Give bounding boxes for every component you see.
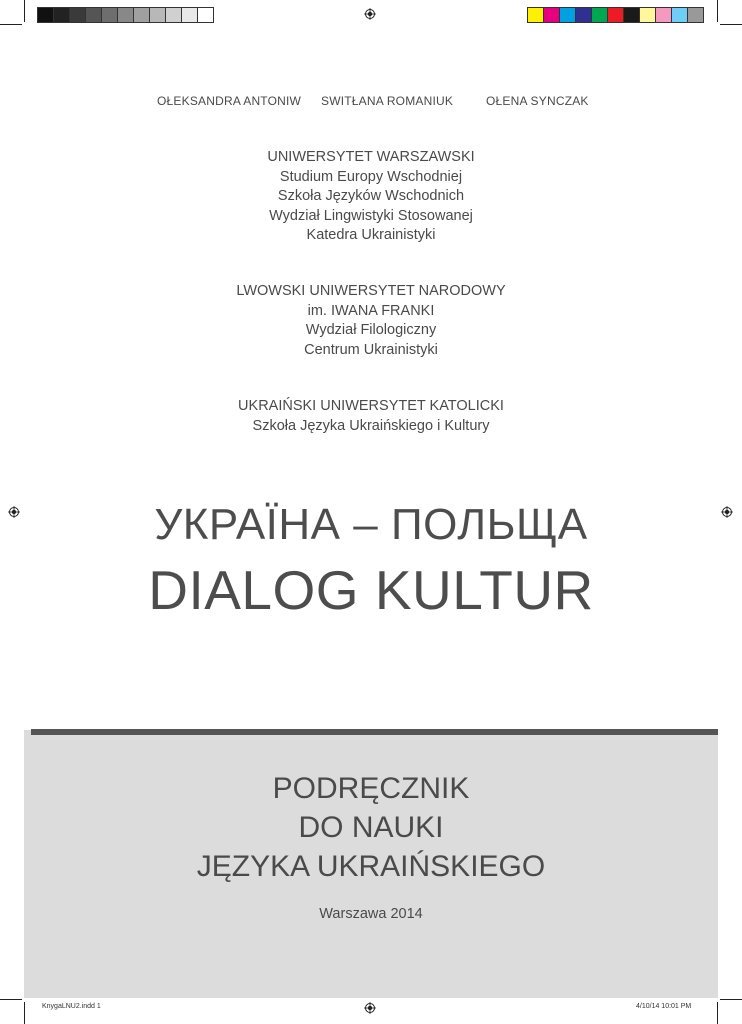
color-swatch bbox=[166, 8, 182, 22]
color-swatch bbox=[150, 8, 166, 22]
color-swatch bbox=[576, 8, 592, 22]
color-swatch bbox=[38, 8, 54, 22]
registration-mark-top bbox=[364, 8, 376, 20]
color-swatch bbox=[592, 8, 608, 22]
institution-line: Szkoła Języków Wschodnich bbox=[277, 188, 465, 204]
subtitle-line: JĘZYKA UKRAIŃSKIEGO bbox=[196, 850, 546, 883]
color-swatch bbox=[528, 8, 544, 22]
color-swatch bbox=[544, 8, 560, 22]
institution-line: LWOWSKI UNIWERSYTET NARODOWY bbox=[236, 283, 506, 299]
color-calibration-bar bbox=[527, 7, 704, 23]
color-swatch bbox=[624, 8, 640, 22]
color-swatch bbox=[70, 8, 86, 22]
institution-block bbox=[0, 282, 742, 360]
color-swatch bbox=[118, 8, 134, 22]
crop-mark-top-right-v bbox=[717, 0, 718, 22]
author-name: OŁENA SYNCZAK bbox=[486, 94, 589, 108]
grayscale-bar bbox=[37, 7, 214, 23]
color-swatch bbox=[656, 8, 672, 22]
author-name: OŁEKSANDRA ANTONIW bbox=[157, 94, 302, 108]
book-subtitle bbox=[0, 769, 742, 886]
slug-file-name: KnygaLNU2.indd 1 bbox=[42, 1003, 101, 1010]
institution-line: im. IWANA FRANKI bbox=[307, 302, 435, 319]
institution-line: Studium Europy Wschodniej bbox=[279, 168, 463, 185]
slug-date: 4/10/14 10:01 PM bbox=[636, 1003, 692, 1010]
crop-mark-top-right-h bbox=[720, 24, 742, 25]
crop-mark-bottom-left-v bbox=[24, 1002, 25, 1024]
color-swatch bbox=[86, 8, 102, 22]
institution-line: Szkoła Języka Ukraińskiego i Kultury bbox=[252, 417, 490, 434]
institution-line: Centrum Ukrainistyki bbox=[304, 341, 438, 358]
registration-mark-bottom bbox=[364, 1002, 376, 1014]
crop-mark-top-left-h bbox=[0, 24, 22, 25]
subtitle-line: DO NAUKI bbox=[298, 811, 444, 844]
crop-mark-bottom-right-v bbox=[717, 1002, 718, 1024]
color-swatch bbox=[54, 8, 70, 22]
crop-mark-top-left-v bbox=[24, 0, 25, 22]
crop-mark-bottom-left-h bbox=[0, 999, 22, 1000]
author-name: SWITŁANA ROMANIUK bbox=[321, 94, 454, 108]
color-swatch bbox=[608, 8, 624, 22]
institution-line: UKRAIŃSKI UNIWERSYTET KATOLICKI bbox=[238, 398, 504, 414]
book-title-line-2: DIALOG KULTUR bbox=[148, 559, 594, 621]
place-and-year: Warszawa 2014 bbox=[319, 906, 423, 922]
institution-line: Katedra Ukrainistyki bbox=[306, 227, 436, 243]
institution-line: UNIWERSYTET WARSZAWSKI bbox=[267, 149, 475, 165]
institution-block bbox=[0, 148, 742, 246]
book-title-line-1: УКРАЇНА – ПОЛЬЩА bbox=[154, 500, 588, 549]
color-swatch bbox=[182, 8, 198, 22]
institution-line: Wydział Filologiczny bbox=[305, 322, 437, 338]
crop-mark-bottom-right-h bbox=[720, 999, 742, 1000]
color-swatch bbox=[640, 8, 656, 22]
color-swatch bbox=[134, 8, 150, 22]
institution-block bbox=[0, 397, 742, 436]
subtitle-line: PODRĘCZNIK bbox=[272, 772, 470, 805]
institution-line: Wydział Lingwistyki Stosowanej bbox=[269, 207, 473, 224]
panel-top-rule bbox=[31, 729, 718, 735]
color-swatch bbox=[688, 8, 703, 22]
color-swatch bbox=[560, 8, 576, 22]
color-swatch bbox=[198, 8, 213, 22]
color-swatch bbox=[102, 8, 118, 22]
color-swatch bbox=[672, 8, 688, 22]
